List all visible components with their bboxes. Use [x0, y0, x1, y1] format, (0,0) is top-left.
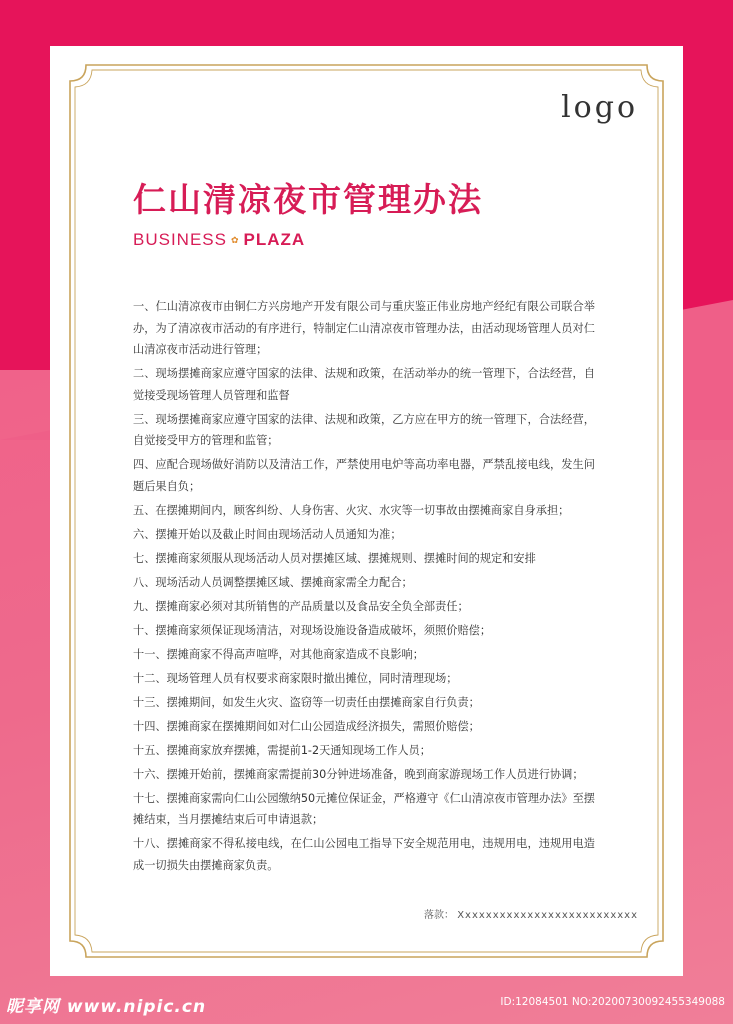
page-title: 仁山清凉夜市管理办法 [133, 180, 483, 219]
rule-item: 五、在摆摊期间内，顾客纠纷、人身伤害、火灾、水灾等一切事故由摆摊商家自身承担； [133, 503, 570, 517]
subtitle-plaza: PLAZA [243, 230, 306, 249]
rules-list [133, 296, 595, 879]
document-sheet [50, 46, 683, 976]
subtitle-business: BUSINESS [133, 230, 227, 249]
rule-item: 十四、摆摊商家在摆摊期间如对仁山公园造成经济损失，需照价赔偿； [133, 719, 480, 733]
rule-item: 十、摆摊商家须保证现场清洁，对现场设施设备造成破坏，须照价赔偿； [133, 623, 492, 637]
watermark-left: 昵享网 www.nipic.cn [6, 997, 207, 1017]
rule-item: 七、摆摊商家须服从现场活动人员对摆摊区域、摆摊规则、摆摊时间的规定和安排 [133, 551, 536, 565]
rule-item: 三、现场摆摊商家应遵守国家的法律、法规和政策，乙方应在甲方的统一管理下，合法经营，自觉接受甲方的管理和监管； [133, 412, 595, 447]
rule-item: 六、摆摊开始以及截止时间由现场活动人员通知为准； [133, 527, 402, 541]
rule-item: 八、现场活动人员调整摆摊区域、摆摊商家需全力配合； [133, 575, 413, 589]
flower-icon: ✿ [230, 234, 240, 245]
signature-value: Xxxxxxxxxxxxxxxxxxxxxxxxxx [457, 910, 638, 921]
rule-item: 十八、摆摊商家不得私接电线，在仁山公园电工指导下安全规范用电，违规用电，违规用电造成一切损失由摆摊商家负责。 [133, 837, 595, 872]
rule-item: 四、应配合现场做好消防以及清洁工作，严禁使用电炉等高功率电器，严禁乱接电线，发生问题后果自负； [133, 458, 595, 493]
rule-item: 十五、摆摊商家放弃摆摊，需提前1-2天通知现场工作人员； [133, 743, 431, 757]
rule-item: 一、仁山清凉夜市由铜仁方兴房地产开发有限公司与重庆鉴正伟业房地产经纪有限公司联合举办，为了清凉夜市活动的有序进行，特制定仁山清凉夜市管理办法，由活动现场管理人员对仁山清凉夜市活动进行管理； [133, 300, 595, 356]
brand-subtitle [133, 230, 305, 250]
signature-label: 落款： [424, 910, 454, 921]
logo-placeholder: logo [561, 90, 638, 125]
watermark-right: ID:12084501 NO:20200730092455349088 [500, 996, 725, 1008]
rule-item: 十六、摆摊开始前，摆摊商家需提前30分钟进场准备，晚到商家游现场工作人员进行协调； [133, 767, 584, 781]
rule-item: 九、摆摊商家必须对其所销售的产品质量以及食品安全负全部责任； [133, 599, 469, 613]
rule-item: 十一、摆摊商家不得高声喧哗，对其他商家造成不良影响； [133, 647, 424, 661]
signature-line [424, 906, 638, 921]
rule-item: 十三、摆摊期间，如发生火灾、盗窃等一切责任由摆摊商家自行负责； [133, 695, 480, 709]
rule-item: 十七、摆摊商家需向仁山公园缴纳50元摊位保证金，严格遵守《仁山清凉夜市管理办法》至摆摊结束，当月摆摊结束后可申请退款； [133, 791, 595, 826]
rule-item: 十二、现场管理人员有权要求商家限时撤出摊位，同时清理现场； [133, 671, 458, 685]
rule-item: 二、现场摆摊商家应遵守国家的法律、法规和政策，在活动举办的统一管理下，合法经营，自觉接受现场管理人员管理和监督 [133, 367, 595, 402]
